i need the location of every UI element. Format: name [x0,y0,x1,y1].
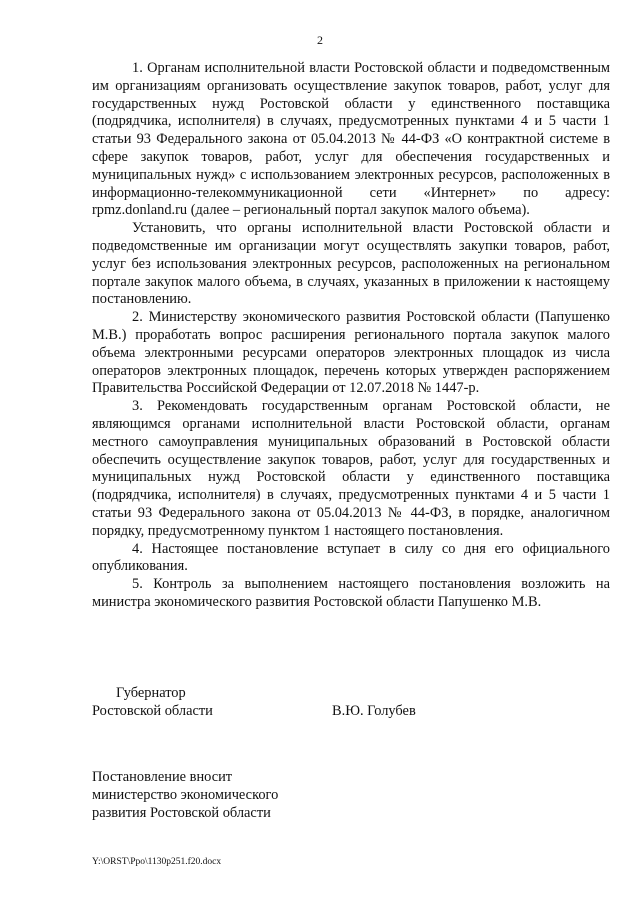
document-body [92,60,610,612]
signature-name: В.Ю. Голубев [332,703,416,719]
paragraph-2: 2. Министерству экономического развития Ростовской области (Папушенко М.В.) проработать вопрос расширения регионального портала закупок малого объема электронными ресурсами операторов электронных площадок из числа операторов электронных площадок, перечень которых утвержден распоряжением Правительства Российской Федерации от 12.07.2018 № 1447-р. [92,309,610,397]
signature-block [92,684,612,720]
page-number: 2 [317,33,323,47]
paragraph-1-addendum: Установить, что органы исполнительной власти Ростовской области и подведомственные им организации могут осуществлять закупки товаров, работ, услуг без использования электронных ресурсов, расположенных на региональном портале закупок малого объема, в случаях, указанных в приложении к настоящему постановлению. [92,220,610,308]
paragraph-5: 5. Контроль за выполнением настоящего постановления возложить на министра экономического развития Ростовской области Папушенко М.В. [92,576,610,610]
paragraph-3: 3. Рекомендовать государственным органам Ростовской области, не являющимся органами исполнительной власти Ростовской области, органам местного самоуправления муниципальных образований в Ростовской области обеспечить осуществление закупок товаров, работ, услуг для государственных и муниципальных нужд Ростовской области у единственного поставщика (подрядчика, исполнителя) в случаях, предусмотренных пунктами 4 и 5 части 1 статьи 93 Федерального закона от 05.04.2013 № 44-ФЗ, в порядке, аналогичном порядку, предусмотренному пунктом 1 настоящего постановления. [92,398,610,539]
paragraph-1: 1. Органам исполнительной власти Ростовской области и подведомственным им организациям организовать осуществление закупок товаров, работ, услуг для государственных нужд Ростовской области у единственного поставщика (подрядчика, исполнителя) в случаях, предусмотренных пунктами 4 и 5 части 1 статьи 93 Федерального закона от 05.04.2013 № 44-ФЗ «О контрактной системе в сфере закупок товаров, работ, услуг для обеспечения государственных и муниципальных нужд» с использованием электронных ресурсов, расположенных в информационно-телекоммуникационной сети «Интернет» по адресу: rpmz.donland.ru (далее – региональный портал закупок малого объема). [92,60,610,219]
submitter-line-3: развития Ростовской области [92,805,271,821]
submitter-note [92,768,278,822]
file-path: Y:\ORST\Ppo\1130p251.f20.docx [92,857,222,867]
submitter-line-2: министерство экономического [92,787,279,803]
signature-title: Губернатор [116,685,186,701]
paragraph-4: 4. Настоящее постановление вступает в силу со дня его официального опубликования. [92,540,610,575]
submitter-line-1: Постановление вносит [92,769,233,785]
signature-region: Ростовской области [92,703,213,719]
